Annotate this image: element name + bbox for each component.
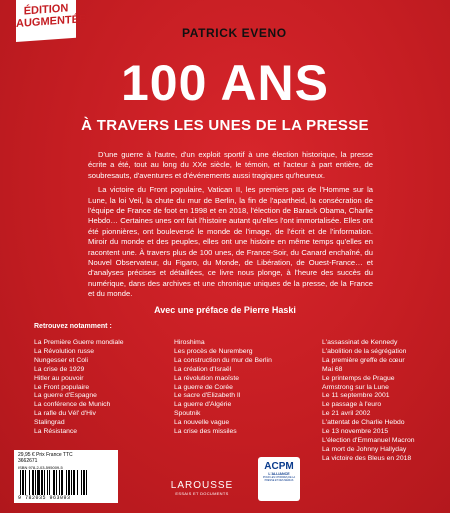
highlight-item: L'attentat de Charlie Hebdo <box>322 419 405 427</box>
publisher-logo <box>162 480 242 496</box>
highlight-item: La nouvelle vague <box>174 419 230 427</box>
highlight-item: La rafle du Vél' d'Hiv <box>34 410 96 418</box>
highlight-item: L'assassinat de Kennedy <box>322 339 398 346</box>
highlight-item: Le passage à l'euro <box>322 401 382 409</box>
highlight-item: Les procès de Nuremberg <box>174 347 253 355</box>
highlight-item: Le Front populaire <box>34 383 90 391</box>
highlight-item: La guerre d'Espagne <box>34 392 97 400</box>
highlight-item: La conférence de Munich <box>34 401 111 409</box>
highlight-item: La crise des missiles <box>174 428 237 436</box>
highlight-item: Hiroshima <box>174 339 205 346</box>
highlight-item: L'élection d'Emmanuel Macron <box>322 436 415 444</box>
highlights-column-1 <box>34 339 124 437</box>
highlight-item: Le 13 novembre 2015 <box>322 428 389 436</box>
highlight-item: La crise de 1929 <box>34 365 85 373</box>
description <box>88 150 373 304</box>
highlight-item: Armstrong sur la Lune <box>322 383 389 391</box>
isbn-text: ISBN 978-2-03-595009-5 <box>18 465 63 470</box>
highlight-item: La victoire des Bleus en 2018 <box>322 454 412 462</box>
barcode-icon <box>18 470 114 495</box>
highlight-item: Le 11 septembre 2001 <box>322 392 390 400</box>
publisher-tagline: ESSAIS ET DOCUMENTS <box>175 491 229 496</box>
highlight-item: La Révolution russe <box>34 347 95 355</box>
preface-line: Avec une préface de Pierre Haski <box>154 305 296 315</box>
book-title: 100 ANS <box>120 55 330 111</box>
highlight-item: La Première Guerre mondiale <box>34 339 124 346</box>
acpm-subtitle: POUR LES CHIFFRES DE LA PRESSE ET DES MÉDIAS <box>262 476 296 482</box>
highlight-item: Le 21 avril 2002 <box>322 410 371 418</box>
highlight-item: Hitler au pouvoir <box>34 374 84 382</box>
ean-number: 9 782035 963093 <box>18 495 71 501</box>
highlight-item: La révolution maoïste <box>174 374 239 382</box>
description-paragraph: La victoire du Front populaire, Vatican II, les premiers pas de l'Homme sur la Lune, la loi Veil, la chute du mur de Berlin, la fin de l'apartheid, la consécration de l'équipe de France de foot en 1998 et en 2018, l'élection de Barack Obama, Charlie Hebdo… Certaines unes ont fait l'histoire autant qu'elles l'ont immortalisée. Elles ont été pionnières, ont bouleversé le monde de l'image, de l'écrit et de l'information. Miroir du monde et des peuples, elles ont une histoire en même temps qu'elles en racontent une. À travers plus de 100 unes, de France-Soir, du Canard enchaîné, du Nouvel Observateur, du Figaro, du Monde, de Libération, de Ouest-France… et d'analyses précises et détaillées, ce livre nous plonge, à l'heure des succès du numérique, dans des archives et une chronique uniques de la presse, de la France et du monde. <box>88 185 373 299</box>
author-name: PATRICK EVENO <box>182 26 287 40</box>
highlight-item: Nungesser et Coli <box>34 356 89 364</box>
highlight-item: La construction du mur de Berlin <box>174 356 272 364</box>
highlight-item: La mort de Johnny Hallyday <box>322 445 407 453</box>
highlight-item: La guerre de Corée <box>174 383 233 391</box>
highlight-item: Le printemps de Prague <box>322 374 395 382</box>
acpm-label: L'ALLIANCE <box>268 472 290 476</box>
product-code: 3662671 <box>18 458 38 464</box>
acpm-logo <box>258 457 300 501</box>
edition-badge-line2: AUGMENTÉE <box>16 13 87 30</box>
highlight-item: Le sacre d'Elizabeth II <box>174 392 241 400</box>
highlight-item: Stalingrad <box>34 419 65 427</box>
price-info <box>18 452 73 464</box>
highlight-item: La guerre d'Algérie <box>174 401 232 409</box>
highlight-item: La création d'Israël <box>174 365 232 373</box>
highlight-item: La première greffe de cœur <box>322 356 405 364</box>
highlights-column-2 <box>174 339 272 437</box>
highlight-item: L'abolition de la ségrégation <box>322 347 407 355</box>
highlight-item: La Résistance <box>34 428 78 436</box>
highlight-item: Spoutnik <box>174 410 201 418</box>
publisher-name: LAROUSSE <box>170 480 234 491</box>
description-paragraph: D'une guerre à l'autre, d'un exploit sportif à une élection historique, la presse écrite a été, tout au long du XXe siècle, le témoin, et l'acteur à part entière, de soubresauts, d'aventures et d'événements aussi tragiques qu'heureux. <box>88 150 373 180</box>
edition-badge-line1: ÉDITION <box>23 2 69 18</box>
book-subtitle: À TRAVERS LES UNES DE LA PRESSE <box>81 117 369 134</box>
highlight-item: Mai 68 <box>322 365 343 373</box>
highlights-column-3 <box>322 339 415 464</box>
barcode-label <box>14 450 118 503</box>
price-text: 29,95 € Prix France TTC <box>18 452 73 458</box>
highlights-heading: Retrouvez notamment : <box>34 323 112 330</box>
acpm-mark: ACPM <box>264 461 294 472</box>
edition-badge <box>16 0 87 42</box>
